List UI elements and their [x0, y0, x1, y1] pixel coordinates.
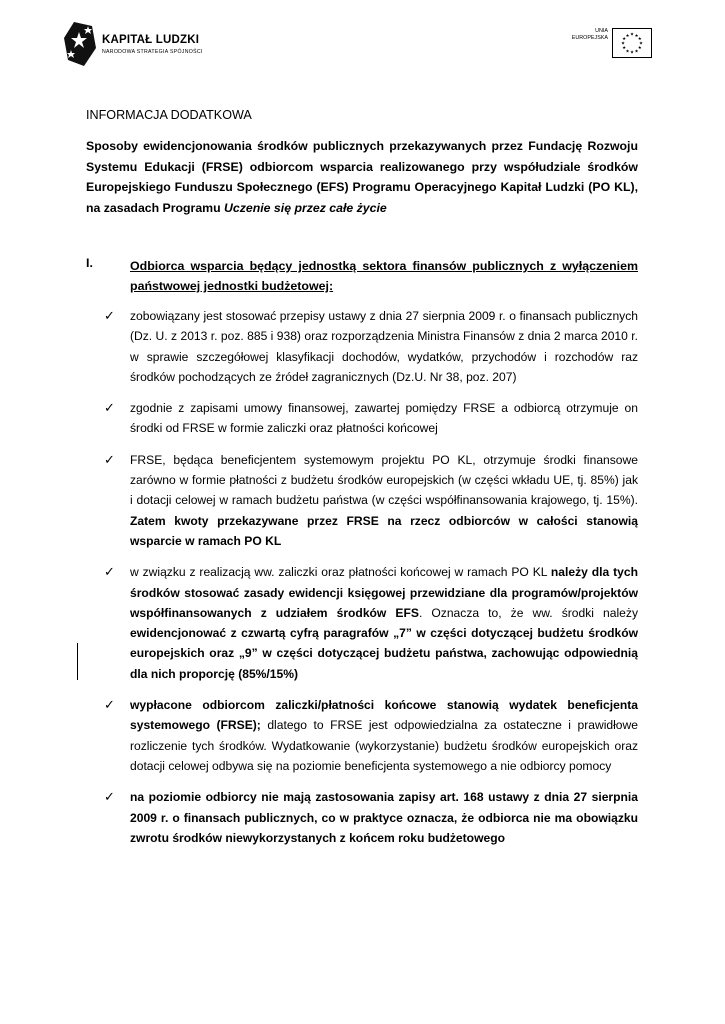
list-item-text — [130, 787, 638, 848]
eu-star-icon: ★ — [622, 37, 627, 43]
list-item — [104, 562, 638, 684]
list-item — [104, 398, 638, 439]
item-text-plain: zobowiązany jest stosować przepisy ustawy z dnia 27 sierpnia 2009 r. o finansach publicznych (Dz. U. z 2013 r. poz. 885 i 938) oraz rozporządzenia Ministra Finansów z dnia 2 marca 2010 r. w sprawie szczegółowej klasyfikacji dochodów, wydatków, przychodów i rozchodów raz środków pochodzących ze źródeł zagranicznych (Dz.U. Nr 38, poz. 207) — [130, 309, 638, 384]
logo-subtitle: NARODOWA STRATEGIA SPÓJNOŚCI — [102, 49, 203, 55]
eu-logo — [566, 28, 656, 64]
intro-italic: Uczenie się przez całe życie — [224, 200, 387, 215]
item-text-bold: należy dla tych środków stosować zasady ewidencji księgowej przewidziane dla programów/projektów współfinansowanych z udziałem środków EFS — [130, 565, 638, 620]
list-item — [104, 695, 638, 776]
eu-star-icon: ★ — [620, 41, 626, 47]
kapital-ludzki-logo — [62, 20, 212, 68]
item-text-plain: w związku z realizacją ww. zaliczki oraz płatności końcowej w ramach PO KL — [130, 565, 551, 580]
checkmark-icon: ✓ — [104, 308, 115, 323]
item-text-bold: wypłacone odbiorcom zaliczki/płatności końcowe stanowią wydatek beneficjenta systemowego (FRSE); — [130, 698, 638, 733]
checkmark-icon: ✓ — [104, 451, 115, 467]
intro-paragraph — [86, 136, 638, 218]
eu-star-icon: ★ — [629, 32, 635, 38]
section-title: Odbiorca wsparcia będący jednostką sektora finansów publicznych z wyłączeniem państwowej jednostki budżetowej: — [130, 259, 638, 293]
item-text-plain: FRSE, będąca beneficjentem systemowym projektu PO KL, otrzymuje środki finansowe zarówno w formie płatności z budżetu środków europejskich (w części wkładu UE, tj. 85%) jak i dotacji celowej w ramach budżetu państwa (w części współfinansowania krajowego, tj. 15%). — [130, 452, 638, 508]
item-text-plain: zgodnie z zapisami umowy finansowej, zawartej pomiędzy FRSE a odbiorcą otrzymuje on środki od FRSE w formie zaliczki oraz płatności końcowej — [130, 401, 638, 436]
item-text-plain: dlatego to FRSE jest odpowiedzialna za ostateczne i prawidłowe rozliczenie tych środków. Wydatkowanie (wykorzystanie) budżetu środków europejskich oraz dotacji celowej odbywa się na poziomie beneficjenta systemowego a nie odbiorcy pomocy — [130, 718, 638, 773]
eu-star-icon: ★ — [634, 49, 639, 55]
list-item — [104, 787, 638, 848]
page-title: INFORMACJA DODATKOWA — [86, 108, 252, 122]
checklist — [104, 306, 638, 859]
eu-text — [566, 28, 608, 42]
item-text-bold: Zatem kwoty przekazywane przez FRSE na rzecz odbiorców w całości stanowią wsparcie w ramach PO KL — [130, 513, 638, 548]
list-item-text — [130, 398, 638, 439]
list-item-text — [130, 306, 638, 387]
eu-text-line2: EUROPEJSKA — [571, 35, 608, 41]
eu-star-icon: ★ — [625, 49, 630, 55]
list-item-text — [130, 562, 638, 684]
eu-star-icon: ★ — [634, 33, 639, 39]
eu-text-line1: UNIA — [595, 28, 608, 34]
list-item-text — [130, 450, 638, 551]
star-figure-icon — [62, 20, 98, 68]
intro-text: Sposoby ewidencjonowania środków publicznych przekazywanych przez Fundację Rozwoju Systemu Edukacji (FRSE) odbiorcom wsparcia realizowanego przy współudziale środków Europejskiego Funduszu Społecznego (EFS) Programu Operacyjnego Kapitał Ludzki (PO KL), na zasadach Programu — [86, 139, 638, 215]
logo-title: KAPITAŁ LUDZKI — [102, 34, 200, 46]
list-item — [104, 306, 638, 387]
section-number: I. — [86, 256, 93, 270]
checkmark-icon: ✓ — [104, 564, 115, 580]
checkmark-icon: ✓ — [104, 789, 115, 805]
eu-star-icon: ★ — [625, 33, 630, 39]
list-item-text — [130, 695, 638, 776]
eu-flag-icon — [612, 28, 652, 58]
eu-star-icon: ★ — [637, 46, 642, 52]
change-bar — [77, 643, 78, 680]
item-text-bold: na poziomie odbiorcy nie mają zastosowania zapisy art. 168 ustawy z dnia 27 sierpnia 2009 r. o finansach publicznych, co w praktyce oznacza, że odbiorca nie ma obowiązku zwrotu środków niewykorzystanych z końcem roku budżetowego — [130, 790, 638, 845]
eu-star-icon: ★ — [629, 50, 635, 56]
checkmark-icon: ✓ — [104, 697, 115, 713]
item-text-plain: . Oznacza to, że ww. środki należy — [418, 605, 638, 620]
eu-star-icon: ★ — [638, 41, 644, 47]
checkmark-icon: ✓ — [104, 400, 115, 416]
list-item — [104, 450, 638, 551]
eu-star-icon: ★ — [637, 37, 642, 43]
item-text-bold: ewidencjonować z czwartą cyfrą paragrafów „7” w części dotyczącej budżetu środków europejskich oraz „9” w części dotyczącej budżetu państwa, zachowując odpowiednią dla nich proporcję (85%/15%) — [130, 626, 638, 681]
eu-star-icon: ★ — [622, 46, 627, 52]
